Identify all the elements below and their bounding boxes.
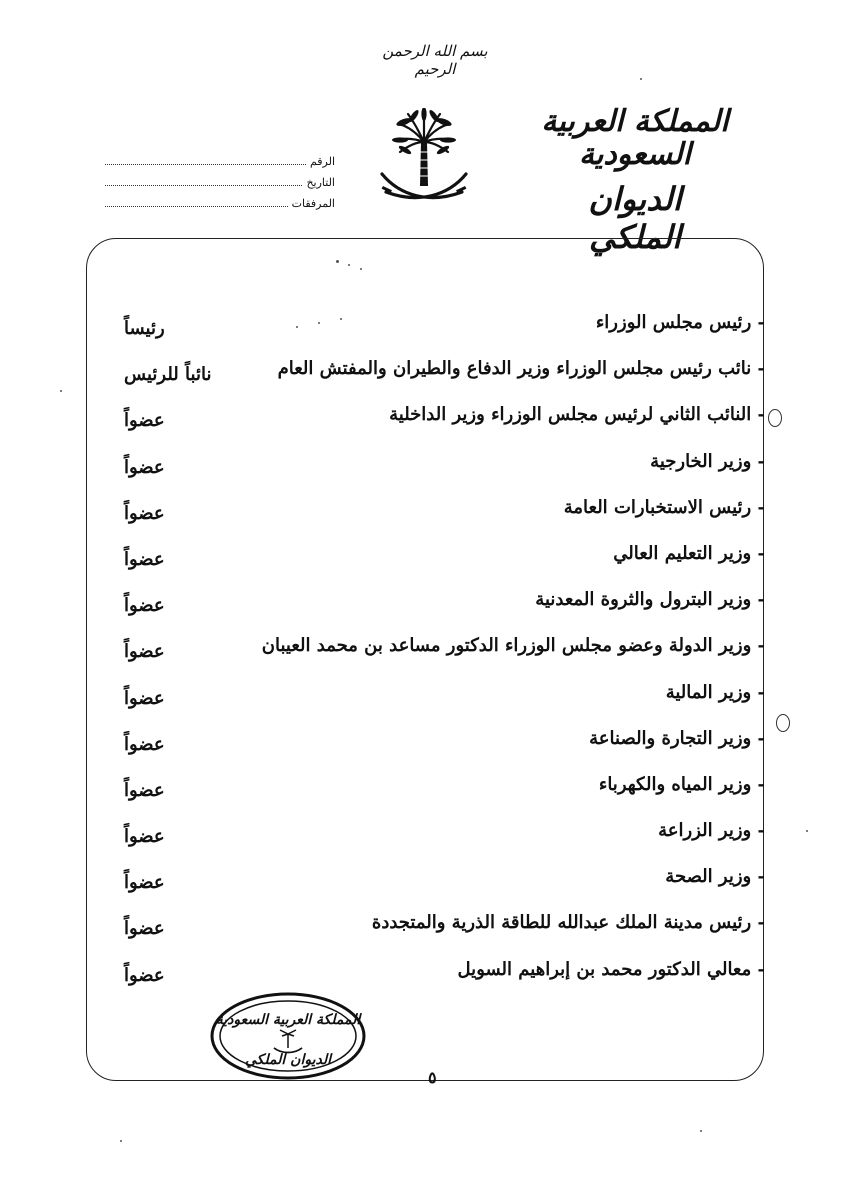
field-dotted-line bbox=[105, 177, 302, 186]
page-number: ٥ bbox=[428, 1068, 437, 1087]
member-title: - رئيس الاستخبارات العامة bbox=[563, 496, 765, 518]
seal-top-text: المملكة العربية السعودية bbox=[215, 1012, 361, 1028]
member-role: عضواً bbox=[124, 456, 165, 478]
member-role: نائباً للرئيس bbox=[124, 364, 212, 386]
member-role: عضواً bbox=[124, 872, 165, 894]
punch-hole-icon bbox=[768, 409, 782, 427]
field-dotted-line bbox=[105, 198, 288, 207]
scan-speck bbox=[318, 322, 320, 324]
scan-speck bbox=[336, 260, 339, 263]
scan-speck bbox=[360, 268, 362, 270]
royal-court-title: الديوان الملكي bbox=[588, 180, 682, 256]
member-title: - وزير الدولة وعضو مجلس الوزراء الدكتور مساعد بن محمد العيبان bbox=[261, 635, 765, 657]
scan-speck bbox=[640, 78, 642, 80]
member-role: عضواً bbox=[124, 410, 165, 432]
reference-fields bbox=[105, 155, 335, 218]
list-item bbox=[110, 678, 765, 724]
royal-court-seal-icon bbox=[208, 990, 368, 1082]
member-title: - وزير التجارة والصناعة bbox=[589, 727, 765, 749]
field-label: الرقم bbox=[309, 155, 335, 168]
list-item bbox=[110, 585, 765, 631]
scan-speck bbox=[296, 326, 298, 328]
list-item bbox=[110, 631, 765, 677]
member-title: - نائب رئيس مجلس الوزراء وزير الدفاع والطيران والمفتش العام bbox=[277, 358, 765, 380]
reference-number-field bbox=[105, 155, 335, 176]
list-item bbox=[110, 770, 765, 816]
attachments-field bbox=[105, 197, 335, 218]
member-role: رئيساً bbox=[124, 318, 165, 339]
member-role: عضواً bbox=[124, 595, 165, 617]
member-role: عضواً bbox=[124, 779, 165, 801]
scan-speck bbox=[348, 264, 350, 266]
list-item bbox=[110, 493, 765, 539]
member-title: - رئيس مدينة الملك عبدالله للطاقة الذرية والمتجددة bbox=[371, 912, 765, 934]
member-role: عضواً bbox=[124, 826, 165, 848]
list-item bbox=[110, 862, 765, 908]
field-label: المرفقات bbox=[291, 197, 335, 210]
member-role: عضواً bbox=[124, 964, 165, 986]
kingdom-title: المملكة العربية السعودية bbox=[541, 104, 729, 172]
basmala: بسم الله الرحمن الرحيم bbox=[382, 42, 488, 78]
field-label: التاريخ bbox=[306, 176, 335, 189]
scan-speck bbox=[806, 830, 808, 832]
member-title: - وزير الخارجية bbox=[650, 450, 765, 472]
seal-bottom-text: الديوان الملكي bbox=[245, 1052, 331, 1068]
list-item bbox=[110, 354, 765, 400]
member-title: - معالي الدكتور محمد بن إبراهيم السويل bbox=[457, 958, 765, 980]
scan-speck bbox=[340, 318, 342, 320]
member-title: - وزير الزراعة bbox=[658, 820, 765, 842]
list-item bbox=[110, 816, 765, 862]
scan-speck bbox=[120, 1140, 122, 1142]
member-title: - وزير المياه والكهرباء bbox=[598, 773, 765, 795]
member-role: عضواً bbox=[124, 548, 165, 570]
member-role: عضواً bbox=[124, 733, 165, 755]
list-item bbox=[110, 308, 765, 354]
member-title: - وزير المالية bbox=[665, 681, 765, 703]
member-title: - وزير البترول والثروة المعدنية bbox=[535, 589, 765, 611]
member-role: عضواً bbox=[124, 641, 165, 663]
list-item bbox=[110, 908, 765, 954]
list-item bbox=[110, 447, 765, 493]
punch-hole-icon bbox=[776, 714, 790, 732]
member-title: - وزير التعليم العالي bbox=[613, 542, 765, 564]
list-item bbox=[110, 539, 765, 585]
scan-speck bbox=[60, 390, 62, 392]
council-members-list bbox=[110, 308, 765, 1001]
member-role: عضواً bbox=[124, 918, 165, 940]
member-role: عضواً bbox=[124, 502, 165, 524]
list-item bbox=[110, 400, 765, 446]
list-item bbox=[110, 724, 765, 770]
saudi-emblem-icon bbox=[378, 108, 470, 218]
field-dotted-line bbox=[105, 156, 306, 165]
date-field bbox=[105, 176, 335, 197]
member-role: عضواً bbox=[124, 687, 165, 709]
member-title: - وزير الصحة bbox=[665, 866, 765, 888]
scan-speck bbox=[700, 1130, 702, 1132]
member-title: - النائب الثاني لرئيس مجلس الوزراء وزير الداخلية bbox=[389, 404, 765, 426]
member-title: - رئيس مجلس الوزراء bbox=[595, 312, 765, 333]
